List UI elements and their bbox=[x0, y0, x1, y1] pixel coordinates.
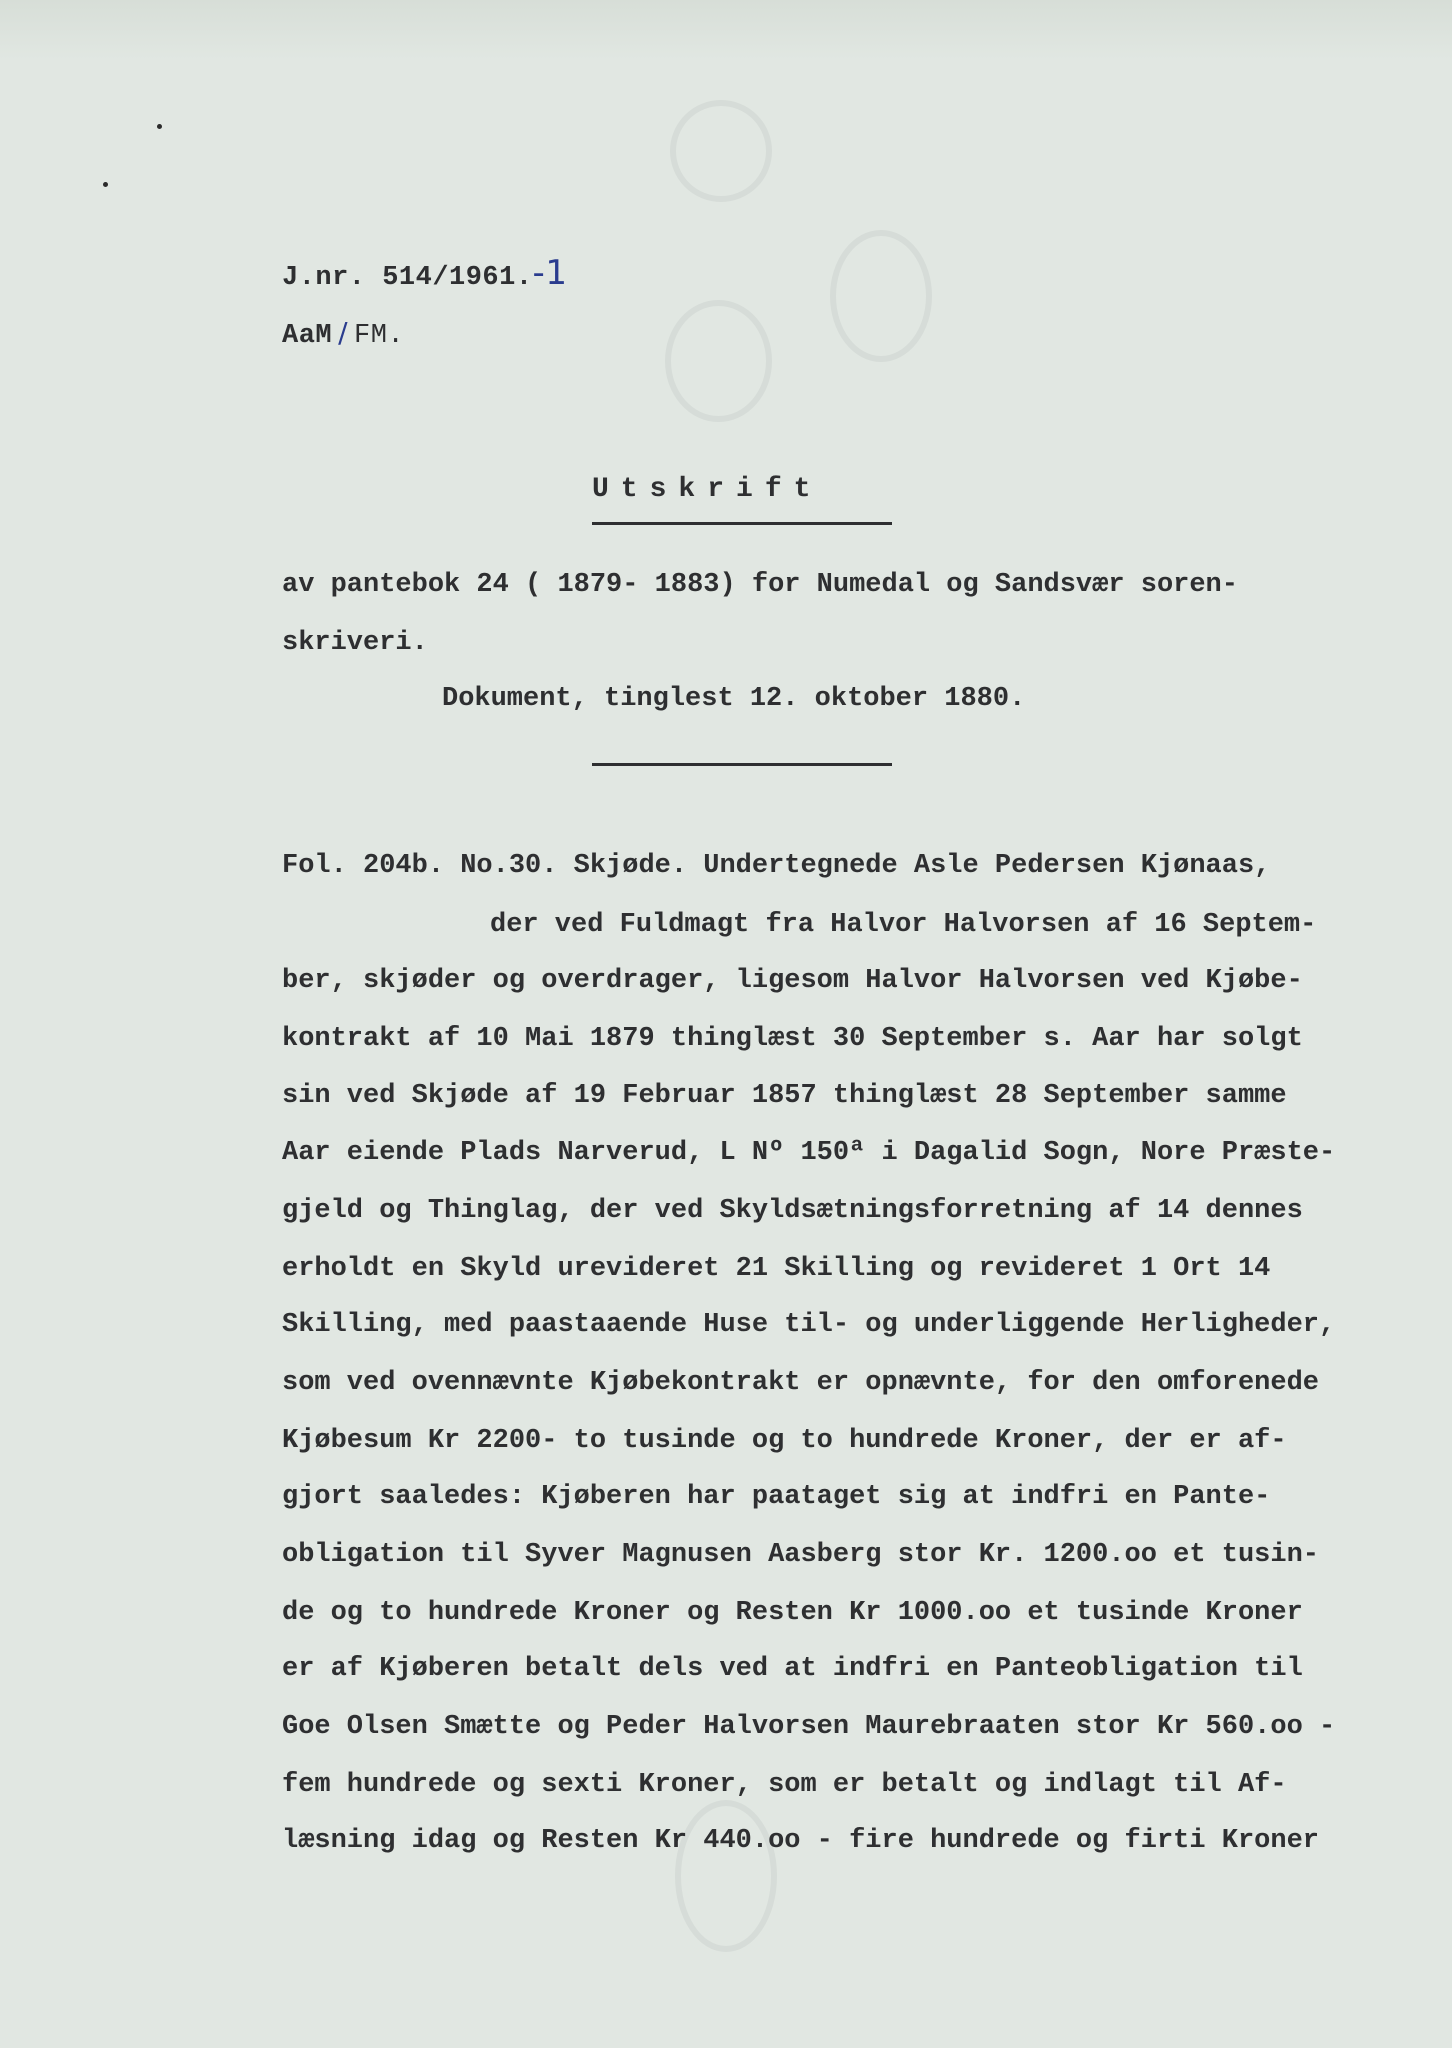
body-line: erholdt en Skyld urevideret 21 Skilling og revideret 1 Ort 14 bbox=[282, 1254, 1271, 1284]
body-line: fem hundrede og sexti Kroner, som er betalt og indlagt til Af- bbox=[282, 1770, 1287, 1800]
title-underline bbox=[592, 522, 892, 525]
scan-speck bbox=[157, 124, 162, 129]
scan-speck bbox=[103, 182, 108, 187]
initials-typed: AaM bbox=[282, 321, 333, 351]
ghost-mark bbox=[665, 300, 772, 422]
body-line: obligation til Syver Magnusen Aasberg stor Kr. 1200.oo et tusin- bbox=[282, 1540, 1319, 1570]
initials-line bbox=[282, 316, 404, 351]
handwritten-suffix: -1 bbox=[532, 253, 568, 293]
body-line: Skilling, med paastaaende Huse til- og underliggende Herligheder, bbox=[282, 1310, 1336, 1340]
body-line: kontrakt af 10 Mai 1879 thinglæst 30 September s. Aar har solgt bbox=[282, 1024, 1303, 1054]
initials-second: FM. bbox=[354, 321, 405, 351]
body-line: Kjøbesum Kr 2200- to tusinde og to hundrede Kroner, der er af- bbox=[282, 1426, 1287, 1456]
body-line: gjeld og Thinglag, der ved Skyldsætningsforretning af 14 dennes bbox=[282, 1196, 1303, 1226]
document-title: Utskrift bbox=[592, 474, 823, 505]
intro-line: Dokument, tinglest 12. oktober 1880. bbox=[442, 684, 1026, 714]
journal-number: J.nr. 514/1961. bbox=[282, 263, 533, 293]
ghost-mark bbox=[830, 230, 932, 362]
body-line: Aar eiende Plads Narverud, L Nº 150ª i Dagalid Sogn, Nore Præste- bbox=[282, 1138, 1336, 1168]
body-line: som ved ovennævnte Kjøbekontrakt er opnævnte, for den omforenede bbox=[282, 1368, 1319, 1398]
section-rule bbox=[592, 763, 892, 766]
scan-top-band bbox=[0, 0, 1452, 60]
initials-separator: / bbox=[338, 316, 349, 349]
body-line: ber, skjøder og overdrager, ligesom Halvor Halvorsen ved Kjøbe- bbox=[282, 966, 1303, 996]
body-line: er af Kjøberen betalt dels ved at indfri en Panteobligation til bbox=[282, 1654, 1303, 1684]
journal-number-line bbox=[282, 253, 567, 293]
body-line: gjort saaledes: Kjøberen har paataget sig at indfri en Pante- bbox=[282, 1482, 1271, 1512]
body-line: de og to hundrede Kroner og Resten Kr 1000.oo et tusinde Kroner bbox=[282, 1598, 1303, 1628]
body-line: der ved Fuldmagt fra Halvor Halvorsen af 16 Septem- bbox=[490, 910, 1317, 940]
intro-line: av pantebok 24 ( 1879- 1883) for Numedal og Sandsvær soren- bbox=[282, 570, 1238, 600]
body-line: sin ved Skjøde af 19 Februar 1857 thinglæst 28 September samme bbox=[282, 1081, 1287, 1111]
intro-line: skriveri. bbox=[282, 628, 428, 658]
body-line: Goe Olsen Smætte og Peder Halvorsen Maurebraaten stor Kr 560.oo - bbox=[282, 1712, 1336, 1742]
body-line: Fol. 204b. No.30. Skjøde. Undertegnede Asle Pedersen Kjønaas, bbox=[282, 851, 1271, 881]
ghost-mark bbox=[670, 100, 772, 202]
ghost-mark bbox=[675, 1800, 777, 1952]
body-line: læsning idag og Resten Kr 440.oo - fire hundrede og firti Kroner bbox=[282, 1826, 1319, 1856]
